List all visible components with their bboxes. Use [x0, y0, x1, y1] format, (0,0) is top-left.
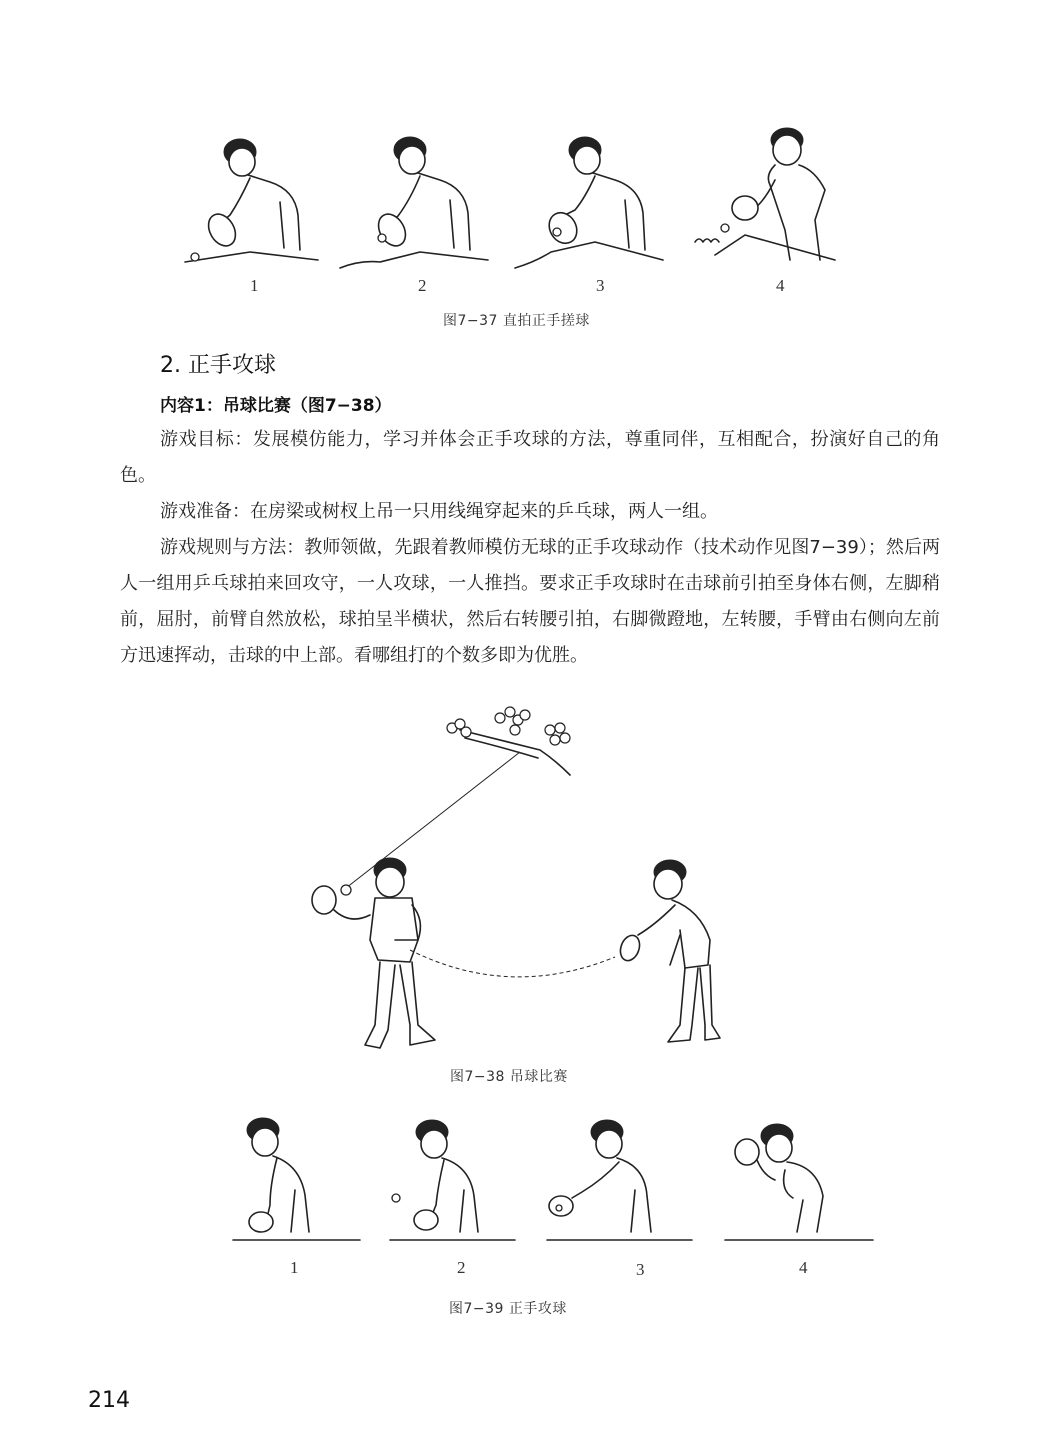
- boy-forehand-step-3: [547, 1120, 692, 1240]
- figure-7-39-step-1: 1: [290, 1258, 299, 1277]
- figure-7-38-illustration: [300, 700, 740, 1060]
- paragraph-rules: 游戏规则与方法：教师领做，先跟着教师模仿无球的正手攻球动作（技术动作见图7−39）；然后两人一组用乒乓球拍来回攻守，一人攻球，一人推挡。要求正手攻球时在击球前引拍至身体右侧，左脚稍前，屈肘，前臂自然放松，球拍呈半横状，然后右转腰引拍，右脚微蹬地，左转腰，手臂由右侧向左前方迅速挥动，击球的中上部。看哪组打的个数多即为优胜。: [120, 537, 940, 666]
- ball-trajectory: [410, 950, 615, 977]
- figure-7-39-illustration: [225, 1110, 885, 1245]
- figure-7-39-step-2: 2: [457, 1258, 466, 1277]
- figure-7-39-step-4: 4: [799, 1258, 808, 1277]
- section-title: 2. 正手攻球: [160, 353, 276, 378]
- paragraph-preparation: 游戏准备：在房梁或树杈上吊一只用线绳穿起来的乒乓球，两人一组。: [160, 501, 718, 522]
- figure-7-37-step-4: 4: [776, 276, 785, 295]
- figure-7-37-step-3: 3: [596, 276, 605, 295]
- boy-chop-step-4: [695, 128, 835, 260]
- figure-7-37-step-2: 2: [418, 276, 427, 295]
- hanging-ball: [341, 885, 351, 895]
- figure-7-39-caption: 图7−39 正手攻球: [449, 1301, 567, 1317]
- paragraph-goal: 游戏目标：发展模仿能力，学习并体会正手攻球的方法，尊重同伴，互相配合，扮演好自己的角色。: [120, 429, 940, 486]
- figure-7-37: [170, 120, 870, 320]
- figure-7-37-step-1: 1: [250, 276, 259, 295]
- boy-forehand-step-2: [390, 1120, 515, 1240]
- boy-chop-step-3: [515, 137, 663, 268]
- boy-forehand-step-1: [233, 1118, 360, 1240]
- figure-7-37-illustration: [170, 120, 870, 280]
- boy-chop-step-2: [340, 137, 488, 268]
- figure-7-37-caption: 图7−37 直拍正手搓球: [443, 313, 590, 329]
- figure-7-38: [300, 700, 740, 1060]
- player-blocking: [617, 860, 720, 1042]
- figure-7-39: [225, 1110, 885, 1280]
- tree-branch-with-flowers: [447, 707, 570, 775]
- page-number: 214: [88, 1388, 130, 1413]
- sub-heading: 内容1：吊球比赛（图7−38）: [160, 396, 392, 416]
- hanging-string: [346, 752, 520, 888]
- boy-forehand-step-4: [725, 1124, 873, 1240]
- boy-chop-step-1: [185, 139, 318, 262]
- figure-7-39-step-3: 3: [636, 1260, 645, 1279]
- figure-7-38-caption: 图7−38 吊球比赛: [450, 1069, 568, 1085]
